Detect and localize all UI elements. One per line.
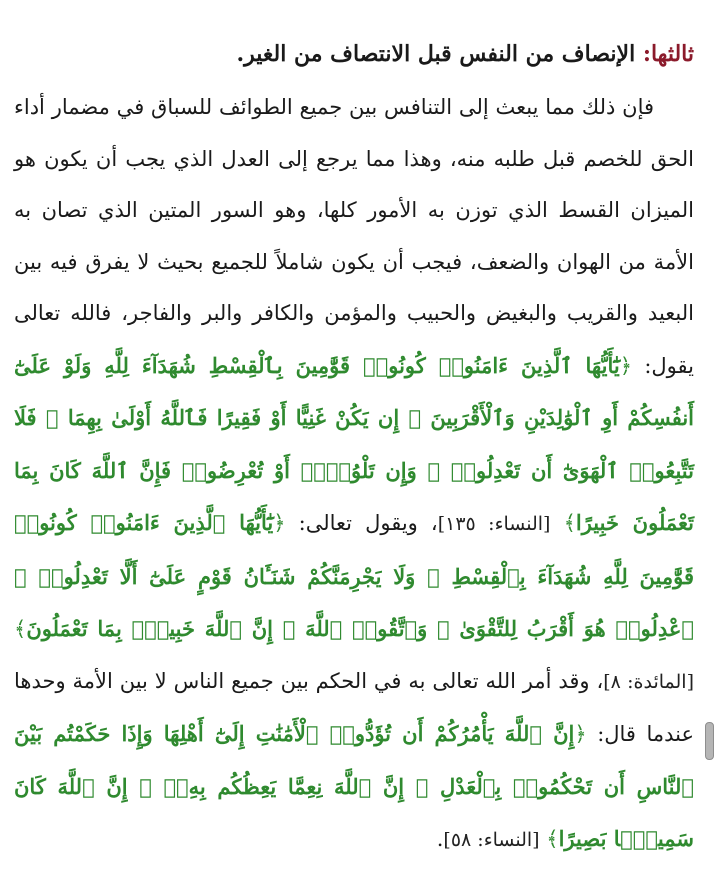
paragraph-ending: . xyxy=(436,827,444,851)
verse-close-bracket: ﴾ xyxy=(546,827,559,851)
verse-open-bracket: ﴿ xyxy=(574,722,587,746)
verse-open-bracket: ﴿ xyxy=(273,511,286,535)
verse-reference-3: [النساء: ٥٨] xyxy=(443,829,540,851)
verse-open-bracket: ﴿ xyxy=(619,353,633,378)
section-heading xyxy=(14,30,694,78)
quran-verse-1: يَٰٓأَيُّهَا ٱلَّذِينَ ءَامَنُوا۟ كُونُوا۟ قَوَّٰمِينَ بِٱلْقِسْطِ شُهَدَآءَ لِلَّهِ وَلَوْ عَلَىٰٓ أَنفُسِكُمْ أَوِ ٱلْوَٰلِدَيْنِ وَٱلْأَقْرَبِينَ ۚ إِن يَكُنْ غَنِيًّا أَوْ فَقِيرًا فَٱللَّهُ أَوْلَىٰ بِهِمَا ۖ فَلَا تَتَّبِعُوا۟ ٱلْهَوَىٰٓ أَن تَعْدِلُوا۟ ۚ وَإِن تَلْوُۥٓا۟ أَوْ تُعْرِضُوا۟ فَإِنَّ ٱللَّهَ كَانَ بِمَا تَعْمَلُونَ خَبِيرًا xyxy=(14,352,695,535)
scrollbar-thumb[interactable] xyxy=(705,722,714,760)
verse-reference-1: [النساء: ١٣٥] xyxy=(437,513,551,535)
verse-reference-2: [المائدة: ٨] xyxy=(603,670,694,693)
verse-close-bracket: ﴾ xyxy=(563,511,576,535)
connector-text-2: ، وقد أمر الله تعالى به في الحكم بين جميع الناس لا بين الأمة وحدها عندما قال: xyxy=(14,668,694,746)
paragraph-intro: فإن ذلك مما يبعث إلى التنافس بين جميع الطوائف للسباق في مضمار أداء الحق للخصم قبل طلبه منه، وهذا مما يرجع إلى العدل الذي يجب أن يكون هو الميزان القسط الذي توزن به الأمور كلها، وهو السور المتين الذي تصان به الأمة من الهوان والضعف، فيجب أن يكون شاملاً للجميع بحيث لا يفرق فيه بين البعيد والقريب والبغيض والحبيب والمؤمن والكافر والبر والفاجر، فالله تعالى يقول: xyxy=(14,95,694,378)
body-paragraph xyxy=(14,82,694,867)
connector-text-1: ، ويقول تعالى: xyxy=(298,511,438,535)
quran-verse-2: يَٰٓأَيُّهَا ٱلَّذِينَ ءَامَنُوا۟ كُونُوا۟ قَوَّٰمِينَ لِلَّهِ شُهَدَآءَ بِٱلْقِسْطِ ۖ وَلَا يَجْرِمَنَّكُمْ شَنَـَٔانُ قَوْمٍ عَلَىٰٓ أَلَّا تَعْدِلُوا۟ ۚ ٱعْدِلُوا۟ هُوَ أَقْرَبُ لِلتَّقْوَىٰ ۖ وَٱتَّقُوا۟ ٱللَّهَ ۚ إِنَّ ٱللَّهَ خَبِيرٌۢ بِمَا تَعْمَلُونَ xyxy=(14,510,694,641)
heading-text: الإنصاف من النفس قبل الانتصاف من الغير. xyxy=(236,41,636,67)
quran-verse-3: إِنَّ ٱللَّهَ يَأْمُرُكُمْ أَن تُؤَدُّوا۟ ٱلْأَمَٰنَٰتِ إِلَىٰٓ أَهْلِهَا وَإِذَا حَكَمْتُم بَيْنَ ٱلنَّاسِ أَن تَحْكُمُوا۟ بِٱلْعَدْلِ ۚ إِنَّ ٱللَّهَ نِعِمَّا يَعِظُكُم بِهِۦٓ ۗ إِنَّ ٱللَّهَ كَانَ سَمِيعًۢا بَصِيرًا xyxy=(14,721,694,851)
verse-close-bracket: ﴾ xyxy=(14,617,27,641)
heading-label: ثالثها: xyxy=(642,41,694,67)
document-body xyxy=(14,30,694,867)
